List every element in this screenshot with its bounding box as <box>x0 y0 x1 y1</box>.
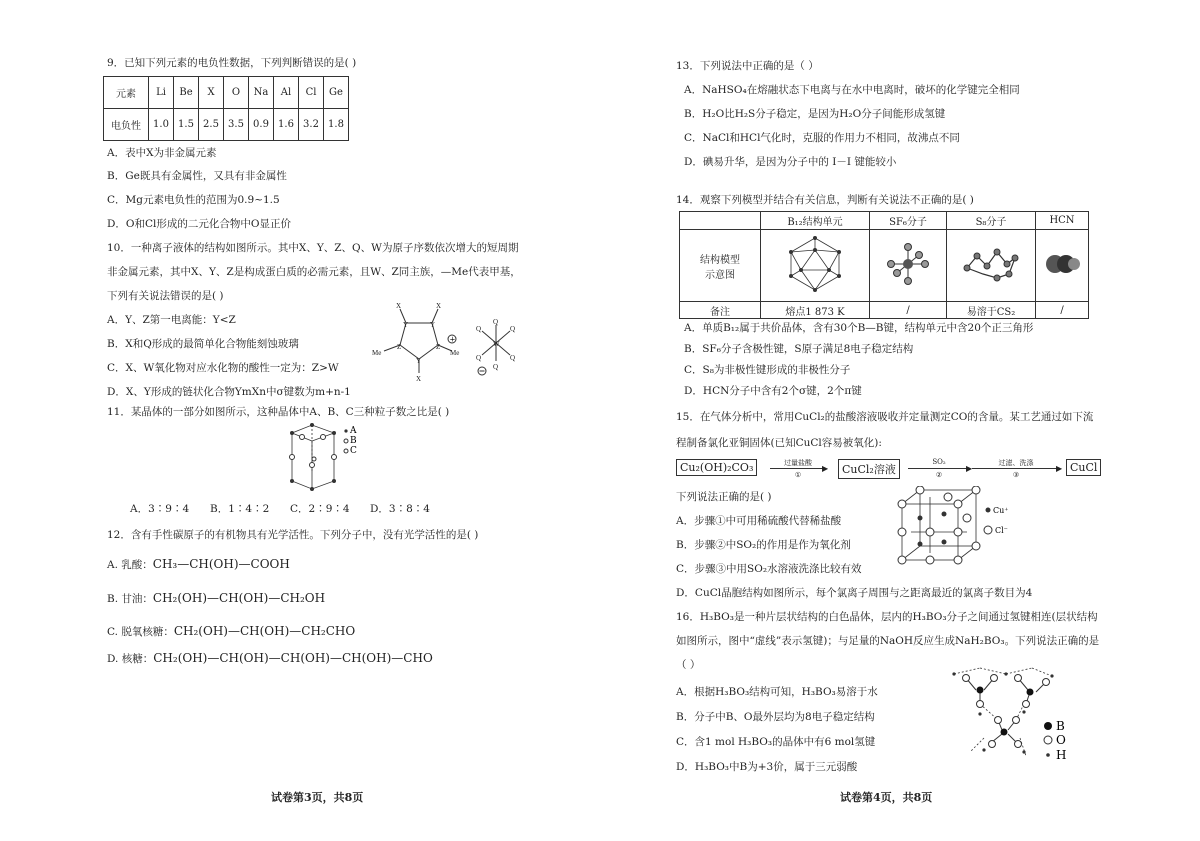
fig-label-q: Q <box>510 325 516 333</box>
table-cell: Be <box>174 77 199 109</box>
table-cell: 0.9 <box>249 109 274 141</box>
row-label-line: 示意图 <box>705 269 735 281</box>
q12-option-c <box>107 624 355 639</box>
fig-label-q: Q <box>493 318 499 326</box>
q15-stem-line2: 程制备氯化亚铜固体(已知CuCl容易被氧化): <box>676 437 882 449</box>
right-page <box>600 0 1200 841</box>
fig-label-q: Q <box>510 354 516 362</box>
legend-b: B <box>350 436 357 446</box>
q10-stem-line1: 10．一种离子液体的结构如图所示。其中X、Y、Z、Q、W为原子序数依次增大的短周期 <box>107 242 519 254</box>
fig-label-x: X <box>396 303 402 310</box>
legend-o: O <box>1056 733 1066 747</box>
q13-stem: 13．下列说法中正确的是（ ） <box>676 60 819 72</box>
table-header: S₈分子 <box>947 212 1036 230</box>
chem-formula: CH₂(OH)—CH(OH)—CH₂CHO <box>173 624 356 638</box>
table-header <box>680 212 761 230</box>
sf6-model-cell <box>870 230 947 302</box>
q9-option-b: B．Ge既具有金属性，又具有非金属性 <box>107 170 287 182</box>
fig-label-z: Z <box>436 343 441 351</box>
table-cell: 元素 <box>104 77 149 109</box>
table-cell: 1.8 <box>324 109 349 141</box>
h3bo3-layer-figure <box>940 664 1080 770</box>
flow-end-box: CuCl <box>1066 459 1101 476</box>
legend-cu: Cu⁺ <box>993 506 1009 515</box>
fig-label-me: Me <box>450 349 460 357</box>
table-cell: 3.5 <box>224 109 249 141</box>
fig-label-y: Y <box>430 321 436 329</box>
q14-option-a: A．单质B₁₂属于共价晶体，含有30个B—B键，结构单元中含20个正三角形 <box>684 322 1034 334</box>
q15-stem-line1: 15．在气体分析中，常用CuCl₂的盐酸溶液吸收并定量测定CO的含量。某工艺通过如下流 <box>676 411 1094 423</box>
plus-sign: + <box>449 335 456 344</box>
table-cell: Li <box>149 77 174 109</box>
q9-option-c: C．Mg元素电负性的范围为0.9~1.5 <box>107 194 280 206</box>
q10-stem-line2: 非金属元素，其中X、Y、Z是构成蛋白质的必需元素，且W、Z同主族，—Me代表甲基， <box>107 266 521 278</box>
table-cell: O <box>224 77 249 109</box>
flow-step1-number: ① <box>794 471 802 479</box>
q10-stem-line3: 下列有关说法错误的是( ) <box>107 290 224 302</box>
q14-option-d: D．HCN分子中含有2个σ键，2个π键 <box>684 385 862 397</box>
q14-model-table <box>679 211 1089 319</box>
q11-stem: 11．某晶体的一部分如图所示，这种晶体中A、B、C三种粒子数之比是( ) <box>107 406 450 418</box>
table-cell: 易溶于CS₂ <box>947 302 1036 319</box>
q16-stem-line1: 16．H₃BO₃是一种片层状结构的白色晶体，层内的H₃BO₃分子之间通过氢键相连(层状结构 <box>676 611 1098 623</box>
fig-label-z: Z <box>397 343 402 351</box>
table-cell: Ge <box>324 77 349 109</box>
q9-electronegativity-table <box>103 76 349 141</box>
q10-option-d: D．X、Y形成的链状化合物YmXn中σ键数为m+n-1 <box>107 386 351 398</box>
q15-option-d: D．CuCl晶胞结构如图所示，每个氯离子周围与之距离最近的氯离子数目为4 <box>676 587 1033 599</box>
table-cell: 电负性 <box>104 109 149 141</box>
hcn-model-cell <box>1036 230 1089 302</box>
flow-step3-number: ③ <box>1012 471 1020 479</box>
legend-a: A <box>350 426 357 436</box>
q9-option-d: D．O和Cl形成的二元化合物中O显正价 <box>107 218 292 230</box>
q15-ask: 下列说法正确的是( ) <box>676 491 772 503</box>
table-cell: Na <box>249 77 274 109</box>
row-label-line: 结构模型 <box>700 254 740 266</box>
q14-option-b: B．SF₆分子含极性键，S原子满足8电子稳定结构 <box>684 343 914 355</box>
s8-ring-icon <box>961 242 1021 286</box>
arrow-head-icon: ▶ <box>966 464 973 473</box>
table-cell: / <box>870 302 947 319</box>
flow-step2-reagent: SO₂ <box>932 458 946 466</box>
arrow-head-icon: ▶ <box>822 464 829 473</box>
table-header: HCN <box>1036 212 1089 230</box>
q14-stem: 14．观察下列模型并结合有关信息，判断有关说法不正确的是( ) <box>676 194 974 206</box>
table-header: B₁₂结构单元 <box>761 212 870 230</box>
fig-label-q: Q <box>493 363 499 371</box>
page-footer: 试卷第3页，共8页 <box>271 791 364 804</box>
q11-option-a: A．3∶9∶4 <box>130 503 190 515</box>
q13-option-a: A．NaHSO₄在熔融状态下电离与在水中电离时，破坏的化学键完全相同 <box>684 84 1020 96</box>
legend-h: H <box>1056 748 1067 762</box>
q15-option-a: A．步骤①中可用稀硫酸代替稀盐酸 <box>676 515 842 527</box>
chem-formula: CH₂(OH)—CH(OH)—CH(OH)—CH(OH)—CHO <box>153 651 433 665</box>
legend-b: B <box>1056 719 1065 733</box>
q16-stem-line2: 如图所示，图中“虚线”表示氢键)；与足量的NaOH反应生成NaH₂BO₃。下列说法正确的是 <box>676 635 1100 647</box>
fig-label-me: Me <box>372 349 382 357</box>
q12-option-a <box>107 557 290 572</box>
q11-option-c: C．2∶9∶4 <box>290 503 350 515</box>
q10-ionic-liquid-figure <box>370 303 530 385</box>
fig-label-q: Q <box>476 354 482 362</box>
q16-option-c: C．含1 mol H₃BO₃的晶体中有6 mol氢键 <box>676 736 876 748</box>
table-cell: 熔点1 873 K <box>761 302 870 319</box>
page-footer: 试卷第4页，共8页 <box>840 791 933 804</box>
q11-option-d: D．3∶8∶4 <box>370 503 430 515</box>
q11-option-b: B．1∶4∶2 <box>210 503 270 515</box>
table-cell: / <box>1036 302 1089 319</box>
legend-cl: Cl⁻ <box>995 526 1008 535</box>
q15-option-c: C．步骤③中用SO₂水溶液洗涤比较有效 <box>676 563 862 575</box>
q12-option-b <box>107 591 325 606</box>
table-cell: 1.6 <box>274 109 299 141</box>
option-label: B. 甘油： <box>107 593 153 605</box>
fig-label-x: X <box>436 303 442 310</box>
s8-model-cell <box>947 230 1036 302</box>
flow-step1-reagent: 过量盐酸 <box>784 459 812 467</box>
chem-formula: CH₂(OH)—CH(OH)—CH₂OH <box>152 591 326 605</box>
fig-label-w: W <box>493 340 500 348</box>
table-cell: 2.5 <box>199 109 224 141</box>
q9-stem: 9．已知下列元素的电负性数据，下列判断错误的是( ) <box>107 57 357 69</box>
row-label <box>680 230 761 302</box>
table-cell: Cl <box>299 77 324 109</box>
q15-option-b: B．步骤②中SO₂的作用是作为氧化剂 <box>676 539 851 551</box>
q10-option-c: C．X、W氧化物对应水化物的酸性一定为：Z>W <box>107 362 339 374</box>
fig-label-y: Y <box>416 357 422 365</box>
flow-arrow-2 <box>908 468 970 469</box>
table-cell: Al <box>274 77 299 109</box>
flow-mid-box: CuCl₂溶液 <box>838 459 900 479</box>
flow-arrow-3 <box>972 468 1060 469</box>
fig-label-y: Y <box>403 321 409 329</box>
hcn-molecule-icon <box>1042 249 1082 279</box>
legend-c: C <box>350 446 357 456</box>
q12-stem: 12．含有手性碳原子的有机物具有光学活性。下列分子中，没有光学活性的是( ) <box>107 529 479 541</box>
table-cell: 3.2 <box>299 109 324 141</box>
sf6-molecule-icon <box>883 239 933 289</box>
table-cell: 1.5 <box>174 109 199 141</box>
q13-option-b: B．H₂O比H₂S分子稳定，是因为H₂O分子间能形成氢键 <box>684 108 946 120</box>
q16-option-a: A．根据H₃BO₃结构可知，H₃BO₃易溶于水 <box>676 686 878 698</box>
option-label: C. 脱氧核糖： <box>107 626 174 638</box>
option-label: A. 乳酸： <box>107 559 153 571</box>
option-label: D. 核糖： <box>107 653 154 665</box>
cucl-unit-cell-figure <box>892 486 1012 570</box>
q16-option-d: D．H₃BO₃中B为+3价，属于三元弱酸 <box>676 761 858 773</box>
q12-option-d <box>107 651 433 666</box>
flow-step2-number: ② <box>935 471 943 479</box>
q16-option-b: B．分子中B、O最外层均为8电子稳定结构 <box>676 711 875 723</box>
q16-stem-line3: （ ） <box>676 659 701 671</box>
chem-formula: CH₃—CH(OH)—COOH <box>152 557 290 571</box>
flow-arrow-1 <box>770 468 826 469</box>
arrow-head-icon: ▶ <box>1056 464 1063 473</box>
b12-model-cell <box>761 230 870 302</box>
q10-option-a: A．Y、Z第一电离能：Y<Z <box>107 314 236 326</box>
flow-start-box: Cu₂(OH)₂CO₃ <box>676 459 757 476</box>
q14-option-c: C．S₈为非极性键形成的非极性分子 <box>684 364 851 376</box>
table-cell: 1.0 <box>149 109 174 141</box>
flow-step3-reagent: 过滤、洗涤 <box>998 459 1034 467</box>
table-header: SF₆分子 <box>870 212 947 230</box>
b12-icosahedron-icon <box>785 234 845 294</box>
table-cell: 备注 <box>680 302 761 319</box>
table-cell: X <box>199 77 224 109</box>
q10-option-b: B．X和Q形成的最简单化合物能刻蚀玻璃 <box>107 338 299 350</box>
fig-label-q: Q <box>476 325 482 333</box>
q11-crystal-figure <box>282 423 372 495</box>
q13-option-c: C．NaCl和HCl气化时，克服的作用力不相同，故沸点不同 <box>684 132 960 144</box>
q13-option-d: D．碘易升华，是因为分子中的 I－I 键能较小 <box>684 156 897 168</box>
q9-option-a: A．表中X为非金属元素 <box>107 147 217 159</box>
fig-label-x: X <box>416 375 422 383</box>
